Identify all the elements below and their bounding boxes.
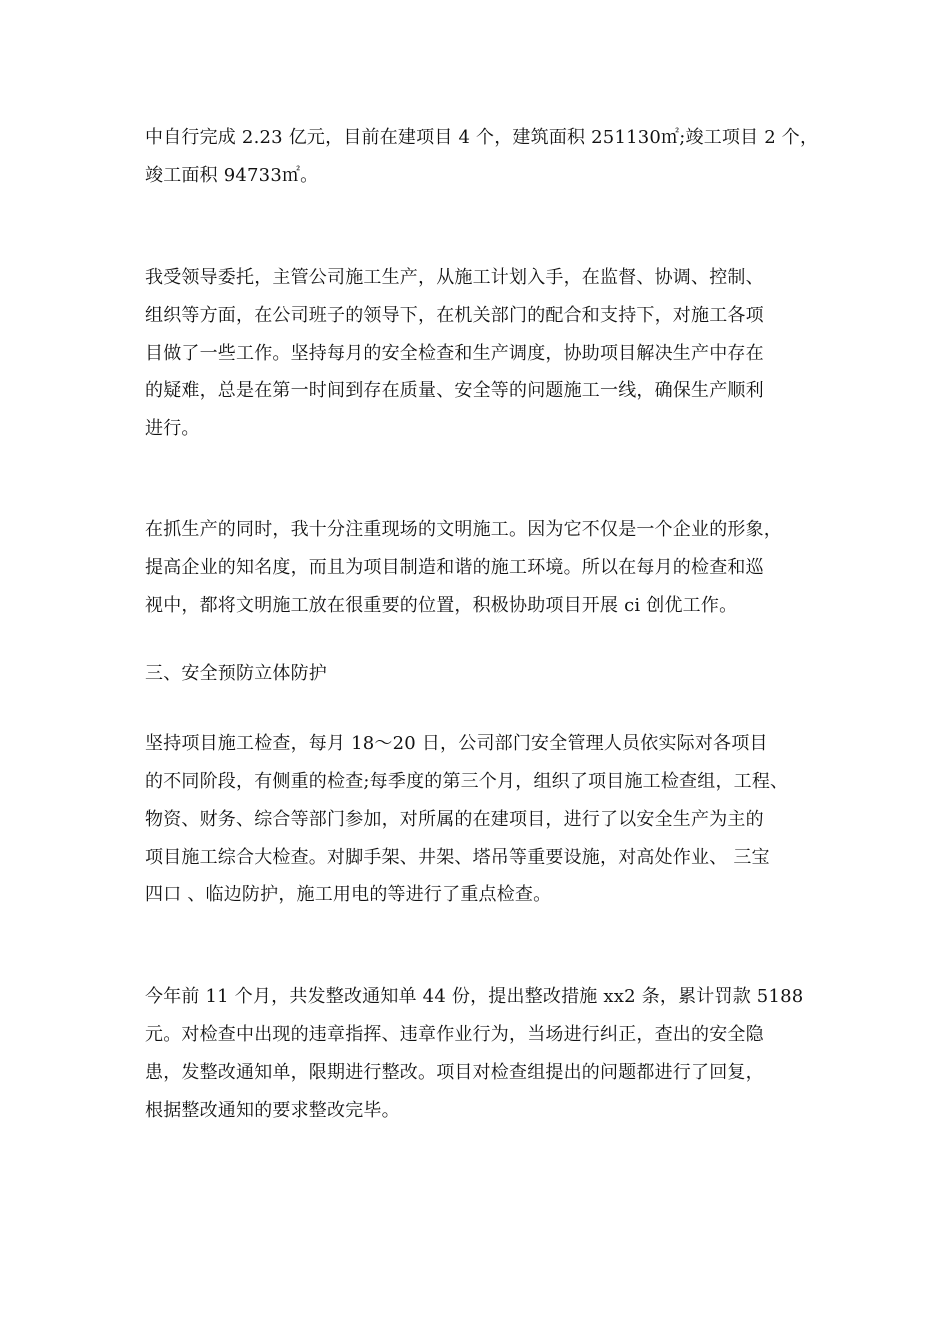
paragraph-2-line-4: 的疑难，总是在第一时间到存在质量、安全等的问题施工一线，确保生产顺利 xyxy=(145,380,764,401)
paragraph-6-line-4: 根据整改通知的要求整改完毕。 xyxy=(145,1100,400,1121)
paragraph-5-line-5: 四口 、临边防护，施工用电的等进行了重点检查。 xyxy=(145,884,552,905)
paragraph-5-line-3: 物资、财务、综合等部门参加，对所属的在建项目，进行了以安全生产为主的 xyxy=(145,809,764,830)
paragraph-5-line-4: 项目施工综合大检查。对脚手架、井架、塔吊等重要设施，对高处作业、 三宝 xyxy=(145,847,770,868)
paragraph-6-line-2: 元。对检查中出现的违章指挥、违章作业行为，当场进行纠正，查出的安全隐 xyxy=(145,1024,764,1045)
paragraph-1-line-1: 中自行完成 2.23 亿元，目前在建项目 4 个，建筑面积 251130㎡;竣工项目 2 个， xyxy=(145,127,819,148)
paragraph-5-line-1: 坚持项目施工检查，每月 18～20 日，公司部门安全管理人员依实际对各项目 xyxy=(145,733,768,754)
section-heading: 三、安全预防立体防护 xyxy=(145,663,327,684)
paragraph-5-line-2: 的不同阶段，有侧重的检查;每季度的第三个月，组织了项目施工检查组，工程、 xyxy=(145,771,789,792)
paragraph-2-line-3: 目做了一些工作。坚持每月的安全检查和生产调度，协助项目解决生产中存在 xyxy=(145,343,764,364)
paragraph-3-line-2: 提高企业的知名度，而且为项目制造和谐的施工环境。所以在每月的检查和巡 xyxy=(145,557,764,578)
paragraph-1-line-2: 竣工面积 94733㎡。 xyxy=(145,165,319,186)
paragraph-3-line-1: 在抓生产的同时，我十分注重现场的文明施工。因为它不仅是一个企业的形象， xyxy=(145,519,782,540)
paragraph-6-line-3: 患，发整改通知单，限期进行整改。项目对检查组提出的问题都进行了回复， xyxy=(145,1062,764,1083)
paragraph-2-line-5: 进行。 xyxy=(145,418,200,439)
paragraph-2-line-1: 我受领导委托，主管公司施工生产，从施工计划入手，在监督、协调、控制、 xyxy=(145,267,764,288)
paragraph-2-line-2: 组织等方面，在公司班子的领导下，在机关部门的配合和支持下，对施工各项 xyxy=(145,305,764,326)
paragraph-6-line-1: 今年前 11 个月，共发整改通知单 44 份，提出整改措施 xx2 条，累计罚款 5188 xyxy=(145,986,804,1007)
paragraph-3-line-3: 视中，都将文明施工放在很重要的位置，积极协助项目开展 ci 创优工作。 xyxy=(145,595,738,616)
